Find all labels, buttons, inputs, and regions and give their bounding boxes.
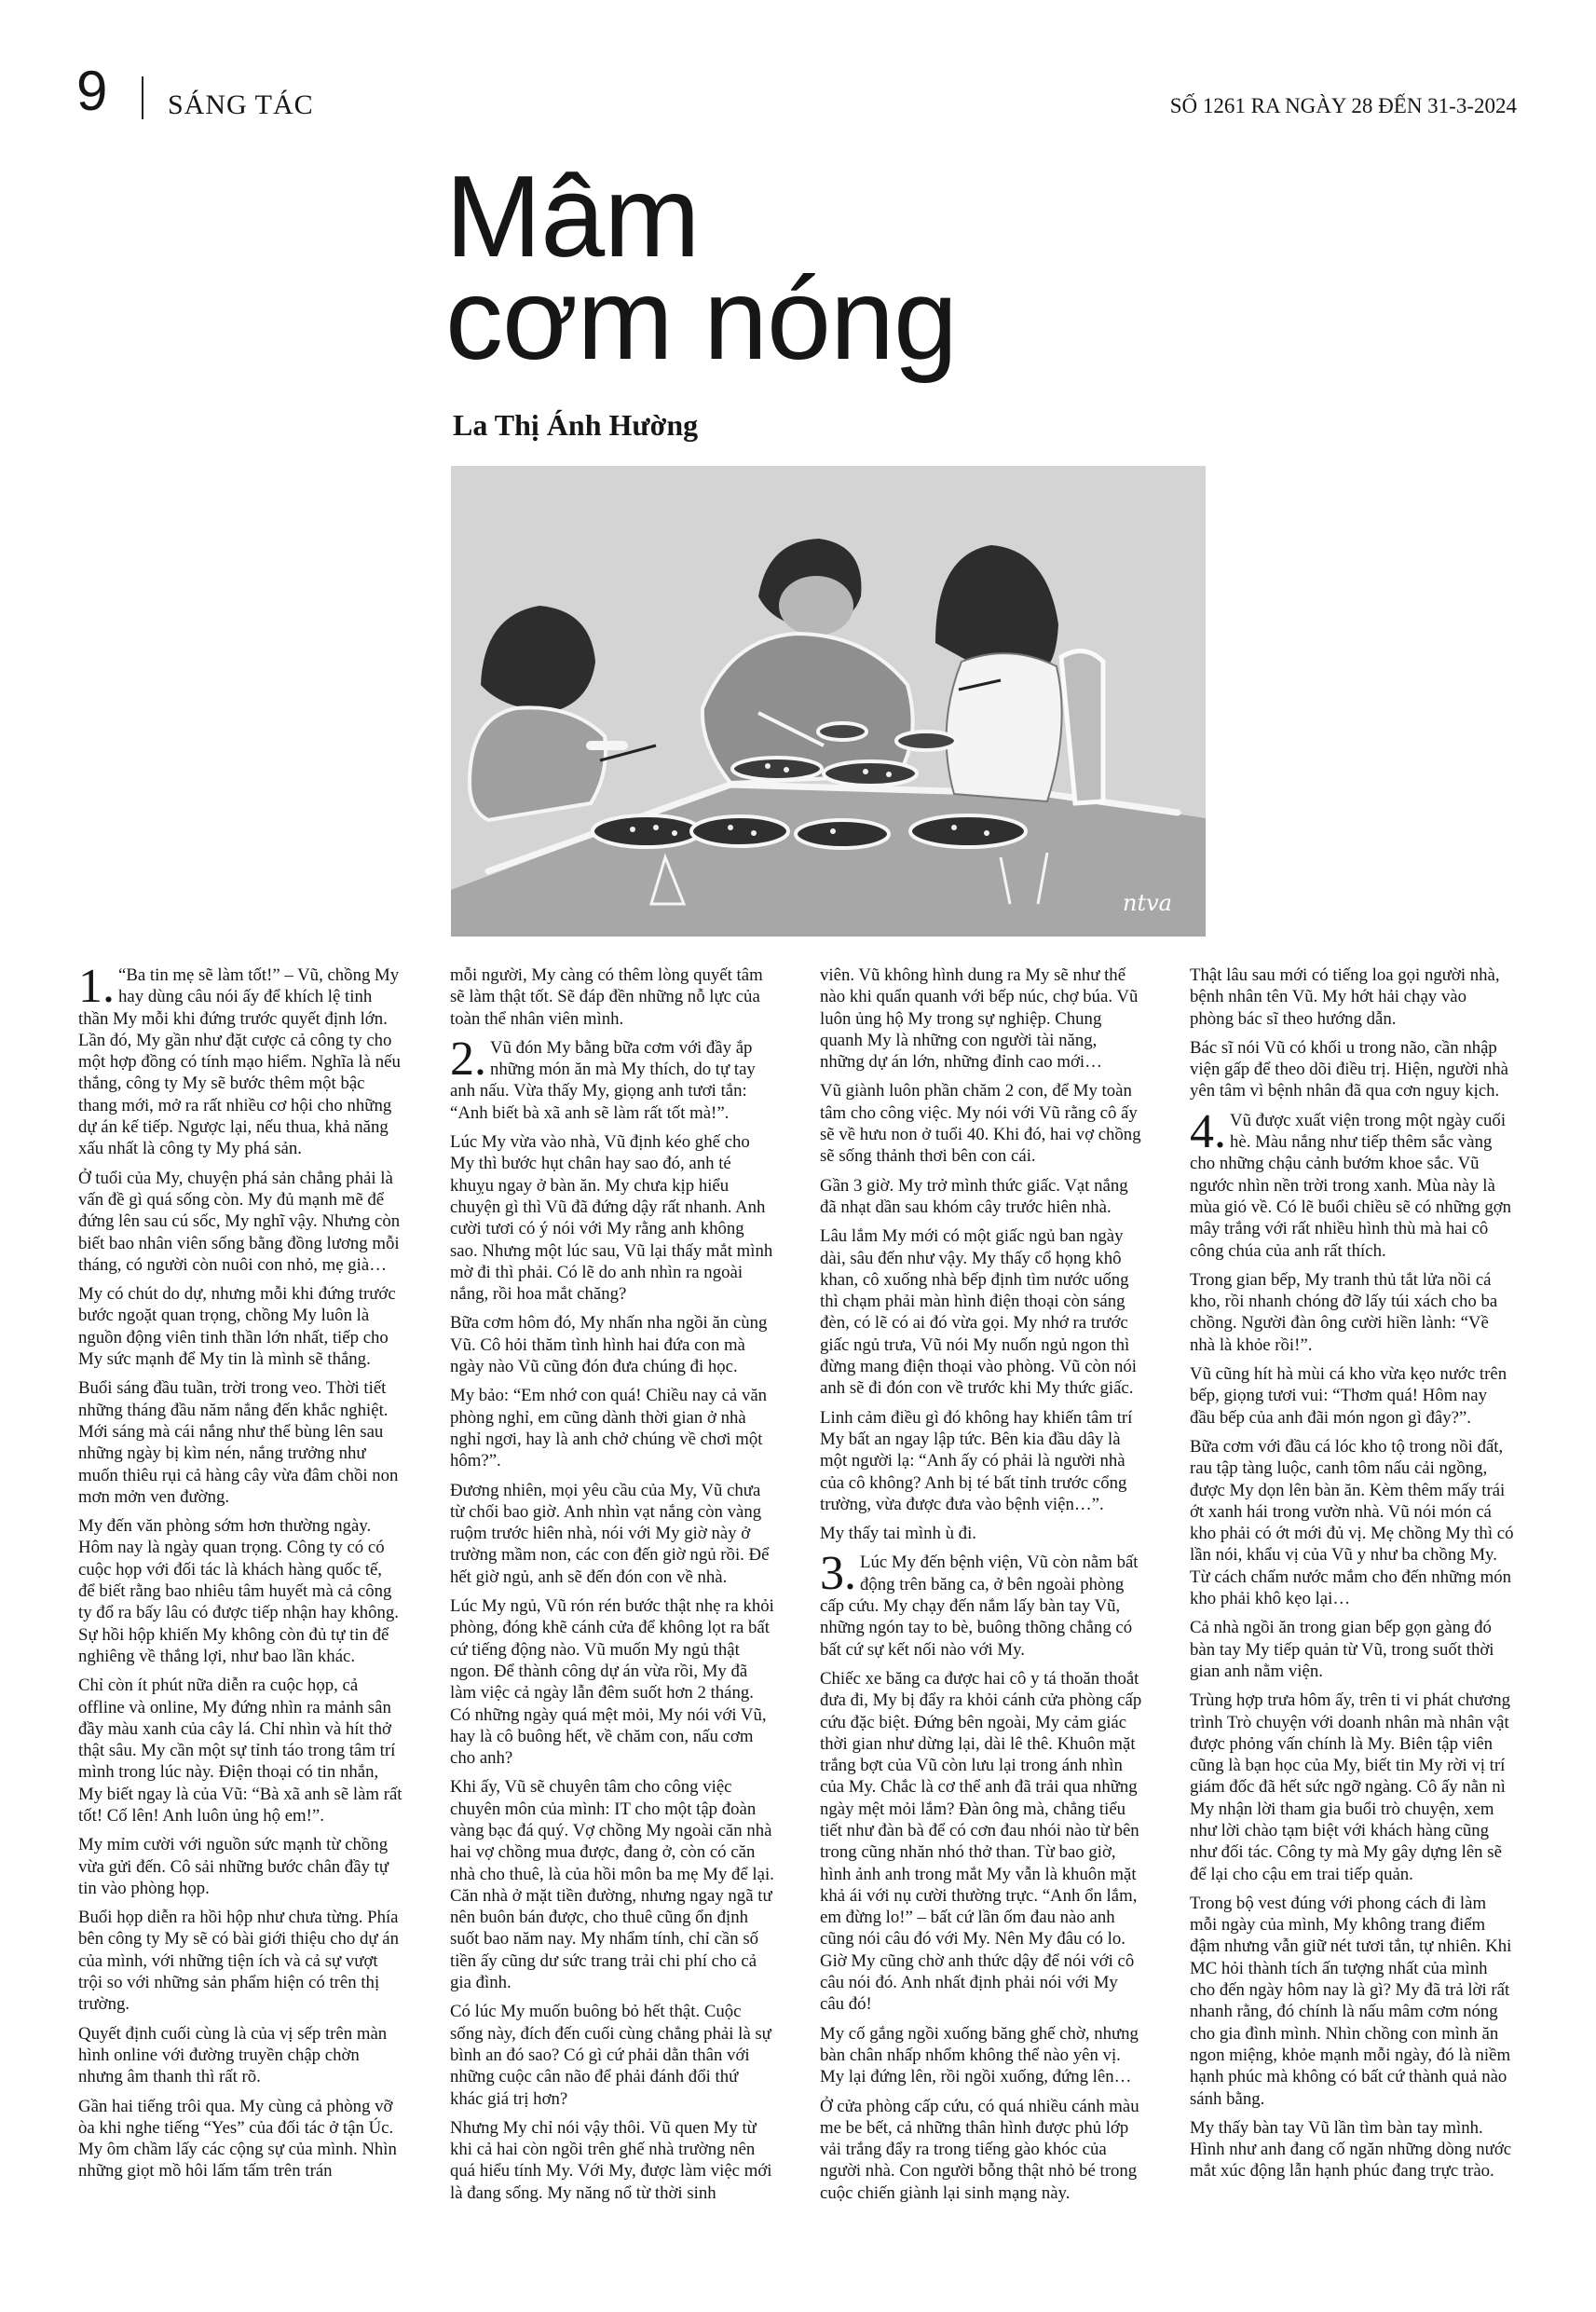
paragraph: viên. Vũ không hình dung ra My sẽ như thế nào khi quẩn quanh với bếp núc, chợ búa. Vũ luôn ủng hộ My trong sự nghiệp. Chung quanh My là những con người tài năng, những dự án lớn, những đỉnh cao mới… xyxy=(820,965,1139,1073)
paragraph: mỗi người, My càng có thêm lòng quyết tâm sẽ làm thật tốt. Sẽ đáp đền những nỗ lực của toàn thể nhân viên mình. xyxy=(450,965,763,1029)
paragraph: Nhưng My chỉ nói vậy thôi. Vũ quen My từ khi cả hai còn ngồi trên ghế nhà trường nên quá hiểu tính My. Với My, được làm việc mới là đang sống. My năng nổ từ thời sinh xyxy=(450,2117,772,2203)
title-line-2: cơm nóng xyxy=(445,255,957,384)
paragraph: 1.“Ba tin mẹ sẽ làm tốt!” – Vũ, chồng My hay dùng câu nói ấy để khích lệ tinh thần My mỗi khi đứng trước quyết định lớn. Lần đó, My gần như đặt cược cả công ty cho một hợp đồng có tính mạo hiểm. Nghĩa là nếu thắng, công ty My sẽ bước thêm một bậc thang mới, mở ra rất nhiều cơ hội cho những dự án kế tiếp. Ngược lại, nếu thua, khả năng xấu nhất là công ty My phá sản. xyxy=(78,960,401,1159)
text-column-4 xyxy=(1190,964,1514,2190)
paragraph: Gần hai tiếng trôi qua. My cùng cả phòng vỡ òa khi nghe tiếng “Yes” của đối tác ở tận Úc. My ôm chầm lấy các cộng sự của mình. Nhìn những giọt mồ hôi lấm tấm trên trán xyxy=(78,2096,397,2182)
paragraph: Trùng hợp trưa hôm ấy, trên ti vi phát chương trình Trò chuyện với doanh nhân mà nhân vật được phỏng vấn chính là My. Biên tập viên cũng là bạn học của My, biết tin My rời vị trí giám đốc đã hết sức ngỡ ngàng. Cô ấy nằn nì My nhận lời tham gia buổi trò chuyện, xem như lời chào tạm biệt với khách hàng cũng như đối tác. Công ty mà My gây dựng lên sẽ để lại cho cậu em trai tiếp quản. xyxy=(1190,1690,1510,1884)
paragraph: Lâu lắm My mới có một giấc ngủ ban ngày dài, sâu đến như vậy. My thấy cổ họng khô khan, cô xuống nhà bếp định tìm nước uống thì chạm phải màn hình điện thoại còn sáng đèn, có lẽ có ai đó vừa gọi. My nhớ ra trước giấc ngủ trưa, Vũ nói My nuốn ngủ ngon thì đừng mang điện thoại vào phòng. Vũ còn nói anh sẽ đi đón con về trước khi My thức giấc. xyxy=(820,1226,1138,1399)
paragraph: Thật lâu sau mới có tiếng loa gọi người nhà, bệnh nhân tên Vũ. My hớt hải chạy vào phòng bác sĩ theo hướng dẫn. xyxy=(1190,965,1500,1029)
paragraph: Khi ấy, Vũ sẽ chuyên tâm cho công việc chuyên môn của mình: IT cho một tập đoàn vàng bạc đá quý. Vợ chồng My ngoài căn nhà hai vợ chồng mua được, đang ở, còn có căn nhà cho thuê, là của hồi môn ba mẹ My để lại. Căn nhà ở mặt tiền đường, nhưng ngay ngã tư nên buôn bán được, cho thuê cũng ổn định suốt bao năm nay. My nhẩm tính, chỉ cần số tiền ấy cũng dư sức trang trải chi phí cho cả gia đình. xyxy=(450,1777,774,1993)
title-line-1: Mâm xyxy=(445,153,700,281)
illustration-signature: ntva xyxy=(1123,890,1172,916)
paragraph: Trong bộ vest đúng với phong cách đi làm mỗi ngày của mình, My không trang điểm đậm nhưng vẫn giữ nét tươi tắn, tự nhiên. Khi MC hỏi thành tích ấn tượng nhất của mình cho đến ngày hôm nay là gì? My đã trả lời rất nhanh rằng, đó chính là nấu mâm cơm nóng cho gia đình mình. Nhìn chồng con mình ăn ngon miệng, khỏe mạnh mỗi ngày, đó là niềm hạnh phúc mà không có bất cứ thành quả nào sánh bằng. xyxy=(1190,1893,1512,2109)
paragraph: Có lúc My muốn buông bỏ hết thật. Cuộc sống này, đích đến cuối cùng chẳng phải là sự bình an đó sao? Có gì cứ phải dằn thân với những cuộc cân não để phải đánh đổi thứ khác giá trị hơn? xyxy=(450,2002,771,2109)
paragraph: My thấy bàn tay Vũ lần tìm bàn tay mình. Hình như anh đang cố ngăn những dòng nước mắt xúc động lẫn hạnh phúc đang trực trào. xyxy=(1190,2117,1512,2182)
paragraph: Chỉ còn ít phút nữa diễn ra cuộc họp, cả offline và online, My đứng nhìn ra mảnh sân đầy màu xanh của cây lá. Chỉ nhìn và hít thở thật sâu. My cần một sự tỉnh táo trong tâm trí mình trong lúc này. Điện thoại có tin nhắn, My biết ngay là của Vũ: “Bà xã anh sẽ làm rất tốt! Cố lên! Anh luôn ủng hộ em!”. xyxy=(78,1676,402,1826)
paragraph: Vũ giành luôn phần chăm 2 con, để My toàn tâm cho công việc. My nói với Vũ rằng cô ấy sẽ về hưu non ở tuổi 40. Khi đó, hai vợ chồng sẽ sống thảnh thơi bên con cái. xyxy=(820,1081,1141,1167)
paragraph: My cố gắng ngồi xuống băng ghế chờ, nhưng bàn chân nhấp nhổm không thể nào yên vị. My lại đứng lên, rồi ngồi xuống, đứng lên… xyxy=(820,2023,1139,2087)
paragraph: My mỉm cười với nguồn sức mạnh từ chồng vừa gửi đến. Cô sải những bước chân đầy tự tin vào phòng họp. xyxy=(78,1835,389,1898)
paragraph: Cả nhà ngồi ăn trong gian bếp gọn gàng đó bàn tay My tiếp quản từ Vũ, trong suốt thời gian anh nằm viện. xyxy=(1190,1618,1494,1681)
paragraph: Bữa cơm hôm đó, My nhấn nha ngồi ăn cùng Vũ. Cô hỏi thăm tình hình hai đứa con mà ngày nào Vũ cũng đón đưa chúng đi học. xyxy=(450,1313,768,1377)
author-byline: La Thị Ánh Hường xyxy=(453,408,699,442)
paragraph: My có chút do dự, nhưng mỗi khi đứng trước bước ngoặt quan trọng, chồng My luôn là nguồn động viên tinh thần lớn nhất, tiếp cho My sức mạnh để My tin là mình sẽ thắng. xyxy=(78,1284,396,1370)
paragraph: Lúc My ngủ, Vũ rón rén bước thật nhẹ ra khỏi phòng, đóng khẽ cánh cửa để không lọt ra bất cứ tiếng động nào. Vũ muốn My ngủ thật ngon. Để thành công dự án vừa rồi, My đã làm việc cả ngày lẫn đêm suốt hơn 2 tháng. Có những ngày quá mệt mỏi, My nói với Vũ, hay là cô buông hết, về chăm con, nấu cơm cho anh? xyxy=(450,1596,774,1769)
paragraph: Bác sĩ nói Vũ có khối u trong não, cần nhập viện gấp để theo dõi điều trị. Hiện, người nhà yên tâm vì bệnh nhân đã qua cơn nguy kịch. xyxy=(1190,1037,1508,1101)
paragraph: Gần 3 giờ. My trở mình thức giấc. Vạt nắng đã nhạt dần sau khóm cây trước hiên nhà. xyxy=(820,1175,1128,1217)
paragraph: Quyết định cuối cùng là của vị sếp trên màn hình online với đường truyền chập chờn nhưng âm thanh thì rất rõ. xyxy=(78,2023,388,2087)
paragraph: 4.Vũ được xuất viện trong một ngày cuối hè. Màu nắng như tiếp thêm sắc vàng cho những chậu cảnh bướm khoe sắc. Vũ ngước nhìn nền trời trong xanh. Mùa này là mùa gió về. Có lẽ buổi chiều sẽ có những gợn mây trắng với rất nhiều hình thù mà hai cô công chúa của anh rất thích. xyxy=(1190,1104,1512,1261)
issue-info: SỐ 1261 RA NGÀY 28 ĐẾN 31-3-2024 xyxy=(1169,94,1517,117)
paragraph: My bảo: “Em nhớ con quá! Chiều nay cả văn phòng nghỉ, em cũng dành thời gian ở nhà nghỉ ngơi, hay là anh chở chúng về chơi một hôm?”. xyxy=(450,1386,768,1471)
paragraph: My đến văn phòng sớm hơn thường ngày. Hôm nay là ngày quan trọng. Công ty có có cuộc họp với đối tác là khách hàng quốc tế, để biết rằng bao nhiêu tâm huyết mà cả công ty đổ ra bấy lâu có được tiếp nhận hay không. Sự hồi hộp khiến My không còn đủ tự tin để nghiêng về thắng lợi, như bao lần khác. xyxy=(78,1516,399,1666)
text-column-1 xyxy=(78,960,402,2190)
paragraph: Vũ cũng hít hà mùi cá kho vừa kẹo nước trên bếp, giọng tươi vui: “Thơm quá! Hôm nay đầu bếp của anh đãi món ngon gì đây?”. xyxy=(1190,1364,1507,1428)
text-column-2 xyxy=(450,964,774,2211)
paragraph: 3.Lúc My đến bệnh viện, Vũ còn nằm bất động trên băng ca, ở bên ngoài phòng cấp cứu. My chạy đến nắm lấy bàn tay Vũ, những ngón tay to bè, buông thõng chẳng có bất cứ sự kết nối nào với My. xyxy=(820,1547,1139,1660)
paragraph: Ở cửa phòng cấp cứu, có quá nhiều cánh màu me be bết, cả những thân hình được phủ lớp vải trắng đẩy ra trong tiếng gào khóc của người nhà. Con người bỗng thật nhỏ bé trong cuộc chiến giành lại sinh mạng này. xyxy=(820,2096,1139,2203)
paragraph: Linh cảm điều gì đó không hay khiến tâm trí My bất an ngay lập tức. Bên kia đầu dây là một người lạ: “Anh ấy có phải là người nhà của cô không? Anh bị té bất tỉnh trước cổng trường, vừa được đưa vào bệnh viện…”. xyxy=(820,1407,1133,1514)
paragraph: Ở tuổi của My, chuyện phá sản chẳng phải là vấn đề gì quá sống còn. My đủ mạnh mẽ để đứng lên sau cú sốc, My nghĩ vậy. Nhưng còn biết bao nhân viên sống bằng đồng lương mỗi tháng, có người còn nuôi con nhỏ, mẹ già… xyxy=(78,1168,401,1275)
header-divider xyxy=(142,76,143,119)
section-name: SÁNG TÁC xyxy=(168,89,314,120)
paragraph: Buổi họp diễn ra hồi hộp như chưa từng. Phía bên công ty My sẽ có bài giới thiệu cho dự án của mình, với những tiện ích và cả sự vượt trội so với những sản phẩm hiện có trên thị trường. xyxy=(78,1908,400,2015)
paragraph: Lúc My vừa vào nhà, Vũ định kéo ghế cho My thì bước hụt chân hay sao đó, anh té khuỵu ngay ở bàn ăn. My chưa kịp hiểu chuyện gì thì Vũ đã đứng dậy rất nhanh. Anh cười tươi có ý nói với My rằng anh không sao. Nhưng một lúc sau, Vũ lại thấy mắt mình mờ đi thì phải. Có lẽ do anh nhìn ra ngoài nắng, rồi hoa mắt chăng? xyxy=(450,1132,773,1305)
illustration-family-meal xyxy=(451,466,1206,937)
page-number: 9 xyxy=(76,60,108,122)
text-column-3 xyxy=(820,964,1144,2211)
paragraph: Chiếc xe băng ca được hai cô y tá thoăn thoắt đưa đi, My bị đẩy ra khỏi cánh cửa phòng cấp cứu đặc biệt. Đứng bên ngoài, My cảm giác thời gian như dừng lại, dài lê thê. Khuôn mặt trắng bợt của Vũ còn lưu lại trong ánh nhìn của My. Chắc là cơ thể anh đã trải qua những ngày mệt mỏi lắm? Đàn ông mà, chẳng tiểu tiết như đàn bà để có cơn đau nhói nào từ bên trong cũng nhăn nhó thở than. Từ bao giờ, hình ảnh anh trong mắt My vẫn là khuôn mặt khả ái với nụ cười thường trực. “Anh ổn lắm, em đừng lo!” – bất cứ lần ốm đau nào anh cũng nói câu đó với My. Nên My đâu có lo. Giờ My cũng chờ anh thức dậy để nói với cô câu nói đó. Anh nhất định phải nói với My câu đó! xyxy=(820,1668,1142,2015)
paragraph: 2.Vũ đón My bằng bữa cơm với đầy ắp những món ăn mà My thích, do tự tay anh nấu. Vừa thấy My, giọng anh tươi tắn: “Anh biết bà xã anh sẽ làm rất tốt mà!”. xyxy=(450,1032,756,1123)
paragraph: Buổi sáng đầu tuần, trời trong veo. Thời tiết những tháng đầu năm nắng đến khắc nghiệt. Mới sáng mà cái nắng như thể bùng lên sau những ngày bị kìm nén, nắng trưởng như muốn thiêu rụi cả hàng cây vừa đâm chồi non mơn mởn ven đường. xyxy=(78,1378,399,1507)
paragraph: Bữa cơm với đầu cá lóc kho tộ trong nồi đất, rau tập tàng luộc, canh tôm nấu cải ngồng, được My dọn lên bàn ăn. Kèm thêm mấy trái ớt xanh hái trong vườn nhà. Vũ nói món cá kho phải có ớt mới đủ vị. Mẹ chồng My thì có lần nói, khẩu vị của Vũ y như ba chồng My. Từ cách chấm nước mắm cho đến những món kho phải khô kẹo lại… xyxy=(1190,1436,1514,1609)
paragraph: Đương nhiên, mọi yêu cầu của My, Vũ chưa từ chối bao giờ. Anh nhìn vạt nắng còn vàng ruộm trước hiên nhà, nói với My giờ này ở trường mầm non, các con đến giờ ngủ rồi. Để hết giờ ngủ, anh sẽ đến đón con về nhà. xyxy=(450,1480,770,1587)
paragraph: My thấy tai mình ù đi. xyxy=(820,1524,976,1544)
article-title xyxy=(445,153,957,384)
paragraph: Trong gian bếp, My tranh thủ tắt lửa nồi cá kho, rồi nhanh chóng đỡ lấy túi xách cho ba chồng. Người đàn ông cười hiền lành: “Về nhà là khỏe rồi!”. xyxy=(1190,1269,1498,1355)
